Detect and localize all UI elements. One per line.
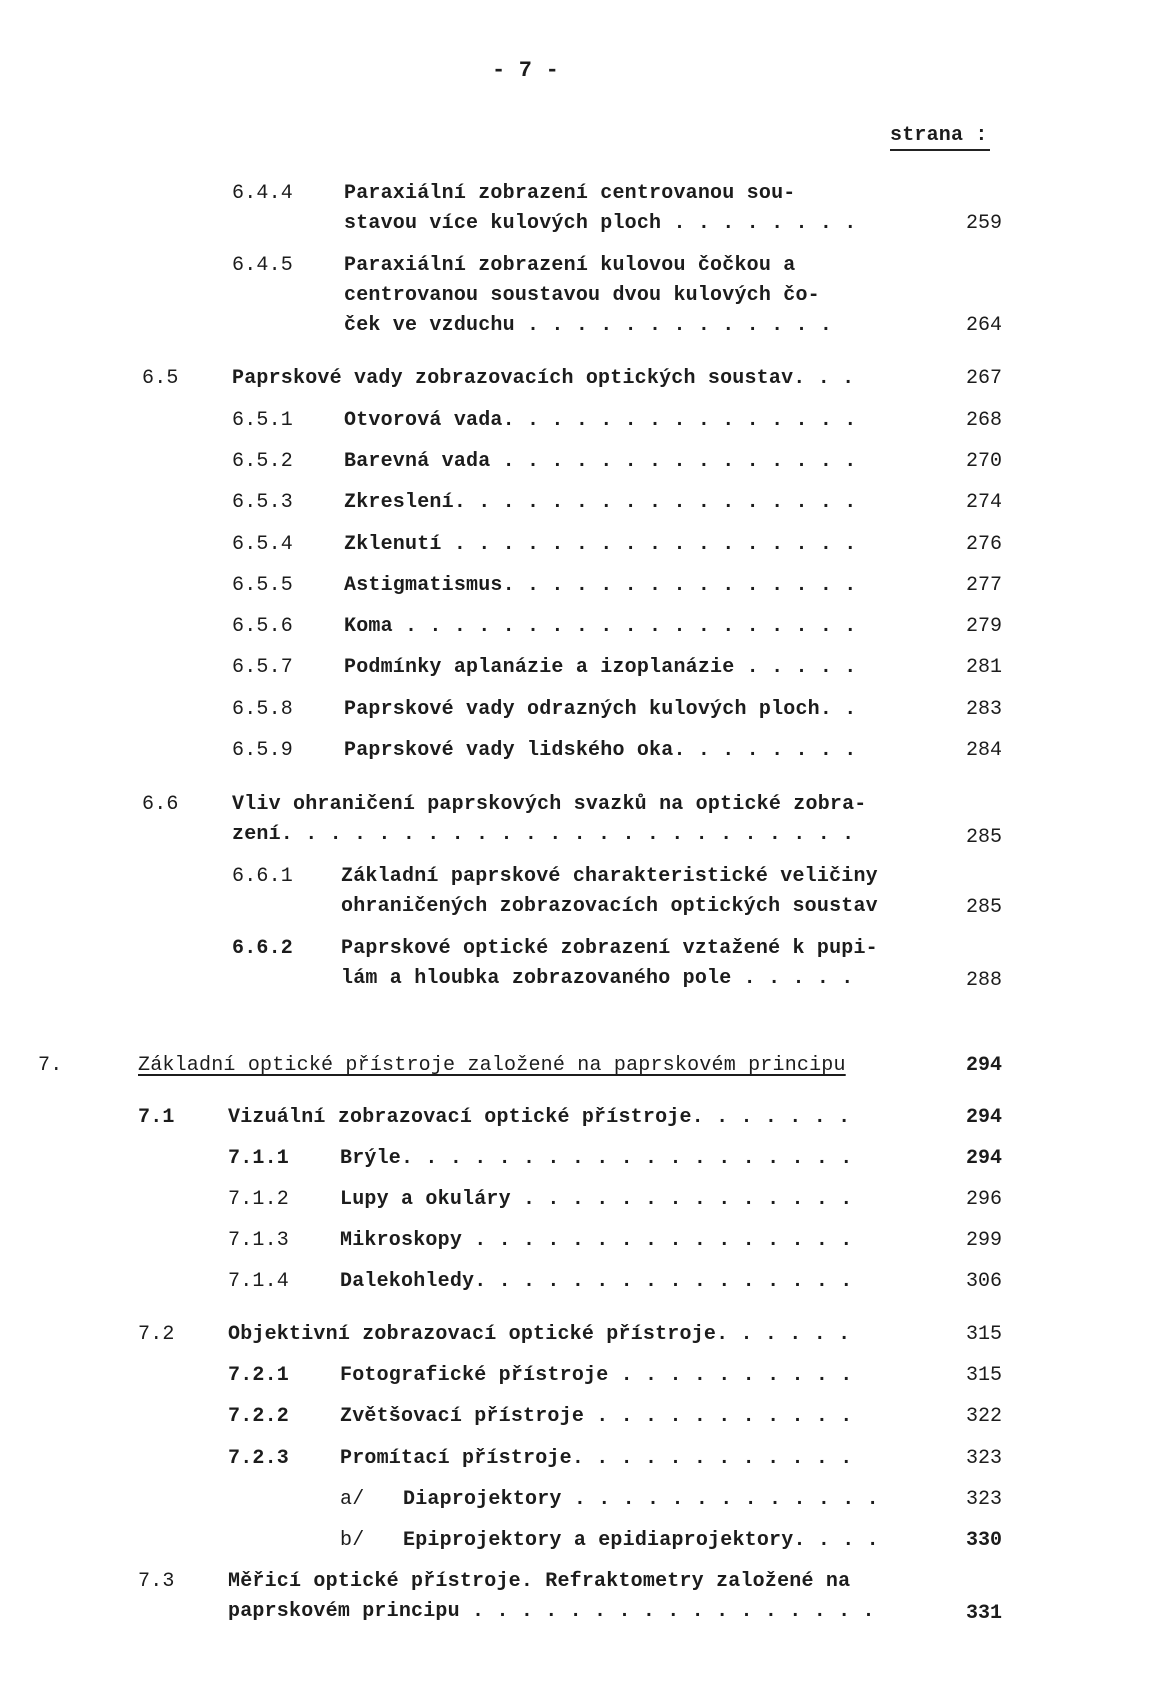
entry-number: 6.5.9: [232, 739, 294, 762]
entry-title-line: Objektivní zobrazovací optické přístroje. . . . . .: [228, 1323, 851, 1346]
entry-page: 288: [965, 969, 1002, 992]
entry-title-line: lám a hloubka zobrazovaného pole . . . . .: [341, 967, 854, 990]
entry-page: 279: [965, 615, 1002, 638]
entry-title-line: ohraničených zobrazovacích optických soustav: [341, 895, 878, 918]
entry-page: 285: [965, 826, 1002, 849]
entry-number: 7.2.3: [228, 1447, 290, 1470]
entry-page: 294: [965, 1147, 1002, 1170]
entry-page: 267: [965, 367, 1002, 390]
entry-title-line: Otvorová vada. . . . . . . . . . . . . . .: [344, 409, 857, 432]
column-label: strana :: [890, 124, 988, 147]
entry-number: 6.4.5: [232, 254, 294, 277]
entry-number: a/: [340, 1488, 365, 1511]
entry-title-line: Epiprojektory a epidiaprojektory. . . .: [403, 1529, 879, 1552]
entry-page: 259: [965, 212, 1002, 235]
entry-page: 274: [965, 491, 1002, 514]
entry-title-line: zení. . . . . . . . . . . . . . . . . . . . . . . .: [232, 823, 855, 846]
entry-number: 7.2: [138, 1323, 175, 1346]
entry-title-line: ček ve vzduchu . . . . . . . . . . . . .: [344, 314, 833, 337]
entry-title-line: Zvětšovací přístroje . . . . . . . . . . .: [340, 1405, 853, 1428]
entry-number: 6.5.5: [232, 574, 294, 597]
entry-title-line: Vizuální zobrazovací optické přístroje. . . . . . .: [228, 1106, 851, 1129]
entry-page: 306: [965, 1270, 1002, 1293]
entry-title-line: Paprskové vady odrazných kulových ploch. .: [344, 698, 857, 721]
entry-number: 7.1.4: [228, 1270, 290, 1293]
entry-title-line: Koma . . . . . . . . . . . . . . . . . . .: [344, 615, 857, 638]
entry-title-line: stavou více kulových ploch . . . . . . . .: [344, 212, 857, 235]
entry-number: 6.5.3: [232, 491, 294, 514]
entry-number: b/: [340, 1529, 365, 1552]
entry-page: 294: [965, 1054, 1002, 1077]
entry-title-line: Mikroskopy . . . . . . . . . . . . . . . .: [340, 1229, 853, 1252]
entry-number: 7.1.2: [228, 1188, 290, 1211]
entry-number: 6.5.8: [232, 698, 294, 721]
entry-title-line: Lupy a okuláry . . . . . . . . . . . . . .: [340, 1188, 853, 1211]
column-label-underline: [890, 149, 990, 151]
entry-title-line: Paprskové optické zobrazení vztažené k pupi-: [341, 937, 878, 960]
entry-page: 323: [965, 1447, 1002, 1470]
entry-title-line: Zklenutí . . . . . . . . . . . . . . . . .: [344, 533, 857, 556]
entry-page: 270: [965, 450, 1002, 473]
entry-title-line: paprskovém principu . . . . . . . . . . . . . . . . .: [228, 1600, 875, 1623]
entry-page: 323: [965, 1488, 1002, 1511]
entry-title-line: Paprskové vady zobrazovacích optických soustav. . .: [232, 367, 855, 390]
entry-title-line: Diaprojektory . . . . . . . . . . . . .: [403, 1488, 879, 1511]
entry-page: 322: [965, 1405, 1002, 1428]
entry-page: 330: [965, 1529, 1002, 1552]
entry-number: 6.5.1: [232, 409, 294, 432]
entry-number: 7.2.2: [228, 1405, 290, 1428]
entry-page: 315: [965, 1364, 1002, 1387]
entry-page: 277: [965, 574, 1002, 597]
entry-number: 7.1.3: [228, 1229, 290, 1252]
entry-title-line: Měřicí optické přístroje. Refraktometry založené na: [228, 1570, 851, 1593]
entry-title-line: Promítací přístroje. . . . . . . . . . . .: [340, 1447, 853, 1470]
entry-page: 285: [965, 896, 1002, 919]
entry-number: 7.1: [138, 1106, 175, 1129]
entry-title-line: Vliv ohraničení paprskových svazků na optické zobra-: [232, 793, 867, 816]
entry-page: 268: [965, 409, 1002, 432]
entry-title-line: Astigmatismus. . . . . . . . . . . . . . .: [344, 574, 857, 597]
entry-page: 281: [965, 656, 1002, 679]
entry-number: 6.4.4: [232, 182, 294, 205]
entry-number: 7.1.1: [228, 1147, 290, 1170]
entry-number: 7.: [38, 1054, 63, 1077]
entry-title-line: Základní optické přístroje založené na paprskovém principu: [138, 1054, 846, 1077]
entry-title-line: Základní paprskové charakteristické veličiny: [341, 865, 878, 888]
entry-number: 7.2.1: [228, 1364, 290, 1387]
entry-number: 6.6.2: [232, 937, 294, 960]
entry-page: 284: [965, 739, 1002, 762]
entry-title-line: Paraxiální zobrazení kulovou čočkou a: [344, 254, 796, 277]
entry-page: 276: [965, 533, 1002, 556]
entry-page: 315: [965, 1323, 1002, 1346]
entry-number: 6.5.6: [232, 615, 294, 638]
entry-number: 6.5.4: [232, 533, 294, 556]
entry-page: 283: [965, 698, 1002, 721]
entry-title-line: Podmínky aplanázie a izoplanázie . . . . .: [344, 656, 857, 679]
entry-number: 6.6.1: [232, 865, 294, 888]
entry-number: 6.6: [142, 793, 179, 816]
entry-page: 299: [965, 1229, 1002, 1252]
entry-number: 6.5.2: [232, 450, 294, 473]
entry-title-line: centrovanou soustavou dvou kulových čo-: [344, 284, 820, 307]
entry-page: 294: [965, 1106, 1002, 1129]
entry-title-line: Fotografické přístroje . . . . . . . . . .: [340, 1364, 853, 1387]
entry-page: 264: [965, 314, 1002, 337]
entry-title-line: Zkreslení. . . . . . . . . . . . . . . . .: [344, 491, 857, 514]
entry-title-line: Brýle. . . . . . . . . . . . . . . . . . .: [340, 1147, 853, 1170]
entry-page: 296: [965, 1188, 1002, 1211]
entry-title-line: Barevná vada . . . . . . . . . . . . . . .: [344, 450, 857, 473]
entry-title-line: Paprskové vady lidského oka. . . . . . . .: [344, 739, 857, 762]
entry-number: 6.5.7: [232, 656, 294, 679]
entry-number: 7.3: [138, 1570, 175, 1593]
entry-title-line: Dalekohledy. . . . . . . . . . . . . . . .: [340, 1270, 853, 1293]
entry-title-line: Paraxiální zobrazení centrovanou sou-: [344, 182, 796, 205]
entry-number: 6.5: [142, 367, 179, 390]
page-number: - 7 -: [492, 58, 560, 83]
entry-page: 331: [965, 1602, 1002, 1625]
